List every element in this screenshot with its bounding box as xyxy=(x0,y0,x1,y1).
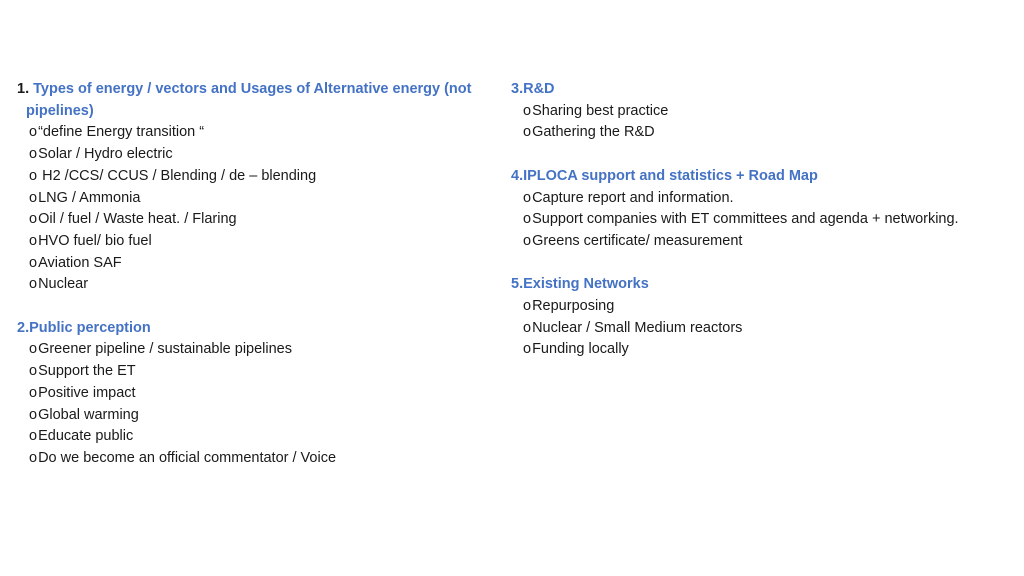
bullet-icon: o xyxy=(29,167,38,184)
bullet-icon: o xyxy=(29,341,38,358)
list-item: oCapture report and information. xyxy=(523,189,734,206)
section-3 xyxy=(511,79,1011,144)
left-column xyxy=(17,79,487,470)
section-2-title: 2.Public perception xyxy=(17,319,151,336)
bullet-icon: o xyxy=(523,341,532,358)
section-1-title xyxy=(17,79,487,101)
list-item: oGathering the R&D xyxy=(523,124,655,141)
section-1-number: 1. xyxy=(17,81,30,97)
bullet-icon: o xyxy=(29,406,38,423)
bullet-icon: o xyxy=(523,102,532,119)
bullet-icon: o xyxy=(29,449,38,466)
list-item: o“define Energy transition “ xyxy=(29,124,205,141)
bullet-icon: o xyxy=(29,124,38,141)
list-item: oPositive impact xyxy=(29,384,136,401)
bullet-icon: o xyxy=(523,319,532,336)
list-item: oEducate public xyxy=(29,428,134,445)
list-item: oRepurposing xyxy=(523,298,615,314)
section-spacer xyxy=(511,253,1011,275)
bullet-icon: o xyxy=(29,146,38,163)
bullet-icon: o xyxy=(29,428,38,445)
bullet-icon: o xyxy=(29,211,38,228)
section-5 xyxy=(511,274,1011,361)
list-item: oLNG / Ammonia xyxy=(29,189,141,206)
section-4-title: 4.IPLOCA support and statistics + Road Map xyxy=(511,167,818,184)
section-2 xyxy=(17,318,487,470)
section-4 xyxy=(511,166,1011,253)
list-item: oFunding locally xyxy=(523,341,629,358)
bullet-icon: o xyxy=(29,232,38,249)
list-item: oAviation SAF xyxy=(29,254,122,271)
list-item: oSolar / Hydro electric xyxy=(29,146,173,163)
list-item: oDo we become an official commentator / Voice xyxy=(29,449,337,466)
bullet-icon: o xyxy=(29,189,38,206)
list-item: oSupport companies with ET committees and agenda + networking. xyxy=(523,211,959,228)
bullet-icon: o xyxy=(29,276,38,293)
list-item: oGlobal warming xyxy=(29,406,139,423)
list-item: oGreener pipeline / sustainable pipelines xyxy=(29,341,292,358)
list-item: oSupport the ET xyxy=(29,363,136,380)
bullet-icon: o xyxy=(523,298,532,314)
bullet-icon: o xyxy=(29,363,38,380)
list-item: oHVO fuel/ bio fuel xyxy=(29,232,152,249)
section-1 xyxy=(17,79,487,296)
list-item: oSharing best practice xyxy=(523,102,669,119)
list-item: oGreens certificate/ measurement xyxy=(523,232,743,249)
section-1-title-line1: Types of energy / vectors and Usages of Alternative energy (not xyxy=(33,81,472,97)
list-item: oOil / fuel / Waste heat. / Flaring xyxy=(29,211,237,228)
list-item: o H2 /CCS/ CCUS / Blending / de – blending xyxy=(29,167,317,184)
section-spacer xyxy=(17,296,487,318)
section-spacer xyxy=(511,144,1011,166)
bullet-icon: o xyxy=(29,254,38,271)
bullet-icon: o xyxy=(29,384,38,401)
bullet-icon: o xyxy=(523,124,532,141)
list-item: oNuclear / Small Medium reactors xyxy=(523,319,743,336)
bullet-icon: o xyxy=(523,211,532,228)
right-column xyxy=(511,79,1011,361)
list-item: oNuclear xyxy=(29,276,89,293)
section-1-title-line2: pipelines) xyxy=(26,102,94,119)
bullet-icon: o xyxy=(523,232,532,249)
bullet-icon: o xyxy=(523,189,532,206)
section-5-title: 5.Existing Networks xyxy=(511,276,649,293)
section-3-title: 3.R&D xyxy=(511,81,555,97)
